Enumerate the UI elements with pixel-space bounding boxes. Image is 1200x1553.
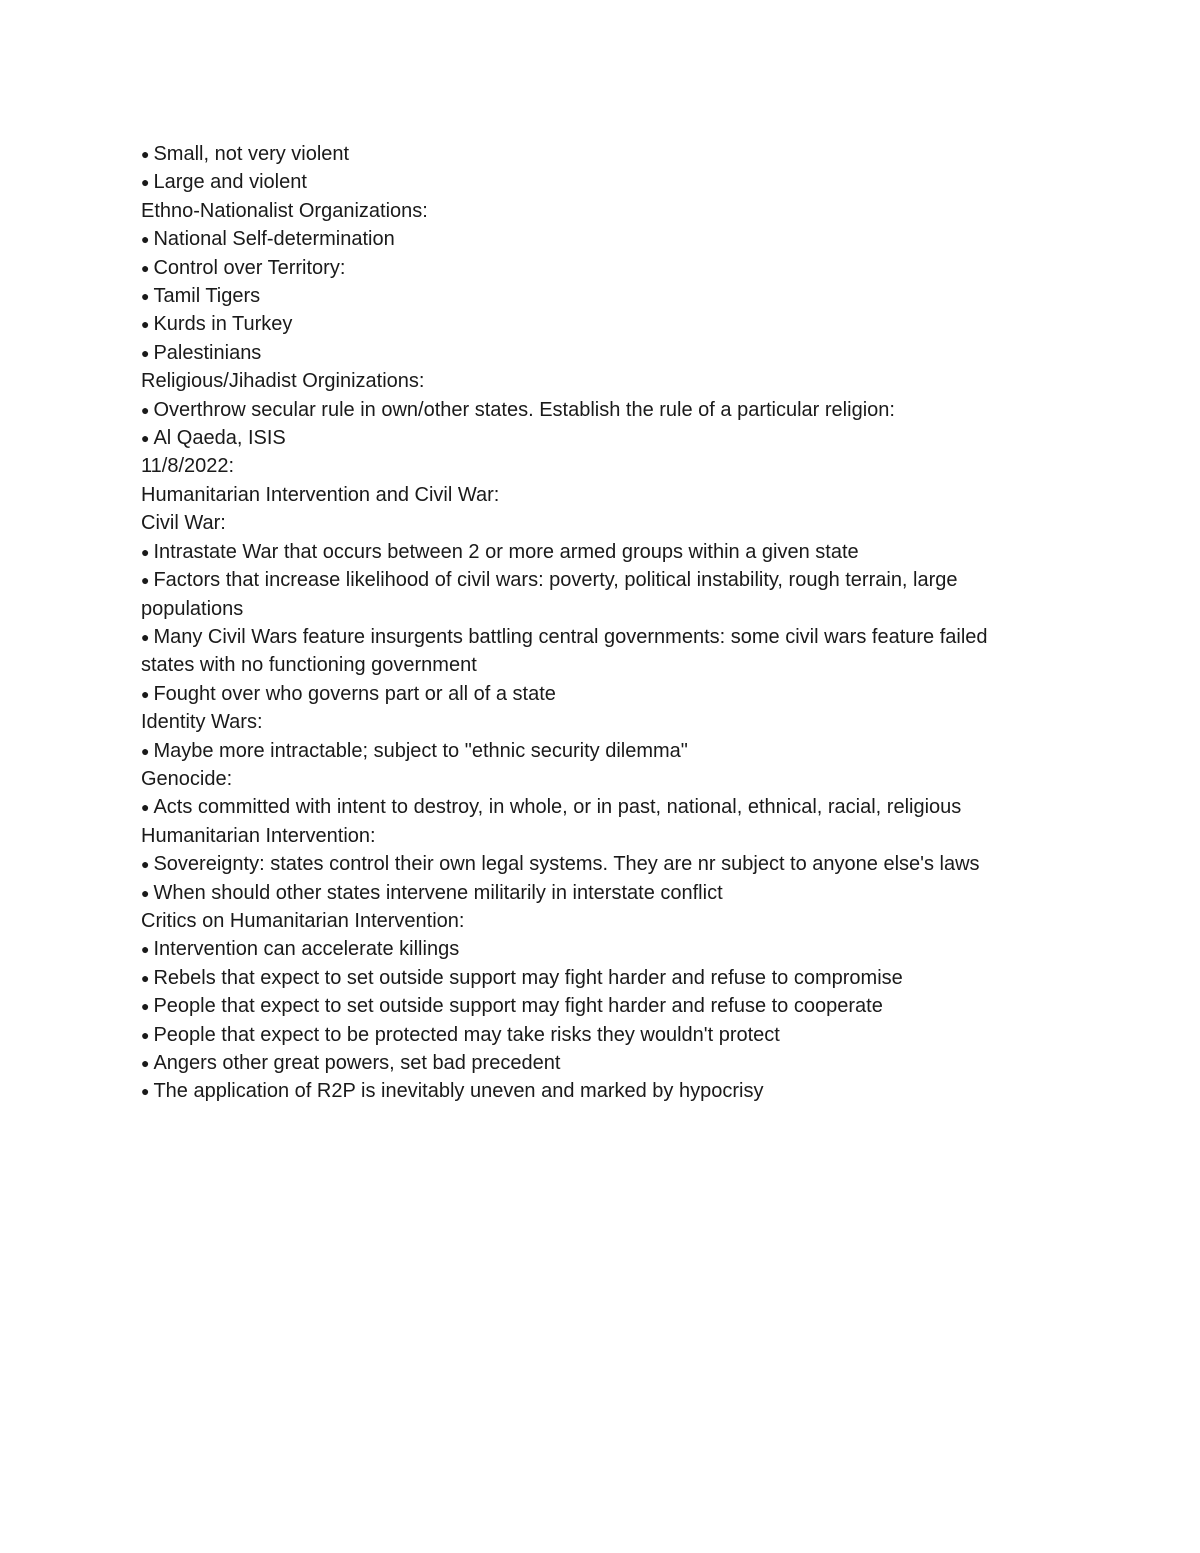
line-text: Palestinians — [153, 341, 262, 364]
bullet-icon: ● — [141, 259, 150, 276]
bullet-item — [141, 254, 1021, 282]
bullet-item — [141, 168, 1021, 196]
bullet-item — [141, 140, 1021, 168]
line-text: Factors that increase likelihood of civil wars: poverty, political instability, rough terrain, large populations — [141, 569, 958, 620]
line-text: National Self-determination — [153, 228, 395, 251]
bullet-item — [141, 680, 1021, 708]
line-text: Ethno-Nationalist Organizations: — [141, 199, 428, 222]
bullet-icon: ● — [141, 146, 150, 162]
section-heading — [141, 765, 1021, 793]
section-heading — [141, 367, 1021, 395]
bullet-item — [141, 793, 1021, 821]
line-text: People that expect to set outside support may fight harder and refuse to cooperate — [153, 995, 883, 1018]
bullet-item — [141, 566, 1021, 623]
bullet-item — [141, 992, 1021, 1020]
bullet-item — [141, 1077, 1021, 1105]
line-text: Critics on Humanitarian Intervention: — [141, 909, 465, 932]
bullet-icon: ● — [141, 628, 150, 645]
bullet-icon: ● — [141, 231, 150, 248]
section-heading — [141, 708, 1021, 736]
line-text: Angers other great powers, set bad precedent — [153, 1052, 561, 1074]
line-text: Genocide: — [141, 767, 233, 790]
bullet-item — [141, 339, 1021, 367]
line-text: Large and violent — [153, 171, 307, 194]
bullet-item — [141, 282, 1021, 310]
bullet-icon: ● — [141, 799, 150, 816]
line-text: Acts committed with intent to destroy, in whole, or in past, national, ethnical, racial, religious — [153, 796, 962, 819]
line-text: Control over Territory: — [153, 256, 346, 279]
line-text: 11/8/2022: — [141, 455, 235, 478]
bullet-item — [141, 623, 1021, 680]
bullet-icon: ● — [141, 884, 150, 901]
bullet-item — [141, 310, 1021, 338]
section-heading — [141, 481, 1021, 509]
bullet-icon: ● — [141, 685, 150, 702]
bullet-icon: ● — [141, 316, 150, 333]
bullet-icon: ● — [141, 856, 150, 873]
bullet-icon: ● — [141, 998, 150, 1015]
line-text: Many Civil Wars feature insurgents battling central governments: some civil wars feature failed states with no functioning government — [141, 625, 988, 677]
bullet-item — [141, 964, 1021, 992]
section-heading — [141, 197, 1021, 225]
document-body — [141, 140, 1021, 1106]
bullet-item — [141, 424, 1021, 452]
line-text: People that expect to be protected may take risks they wouldn't protect — [153, 1023, 780, 1046]
bullet-icon: ● — [141, 969, 150, 986]
section-heading — [141, 822, 1021, 850]
line-text: When should other states intervene militarily in interstate conflict — [153, 881, 723, 904]
line-text: Civil War: — [141, 512, 226, 535]
line-text: Fought over who governs part or all of a state — [153, 682, 556, 705]
section-heading — [141, 907, 1021, 935]
bullet-icon: ● — [141, 401, 150, 418]
line-text: Maybe more intractable; subject to "ethnic security dilemma" — [153, 739, 688, 762]
line-text: Humanitarian Intervention: — [141, 824, 376, 847]
bullet-icon: ● — [141, 430, 150, 447]
bullet-item — [141, 850, 1021, 878]
bullet-item — [141, 879, 1021, 907]
line-text: Identity Wars: — [141, 711, 263, 734]
section-heading — [141, 509, 1021, 537]
line-text: Humanitarian Intervention and Civil War: — [141, 483, 500, 506]
line-text: Overthrow secular rule in own/other states. Establish the rule of a particular religion: — [153, 398, 895, 421]
bullet-icon: ● — [141, 742, 150, 759]
bullet-icon: ● — [141, 1055, 150, 1071]
bullet-item — [141, 1021, 1021, 1049]
bullet-icon: ● — [141, 572, 150, 589]
bullet-icon: ● — [141, 174, 150, 191]
line-text: Al Qaeda, ISIS — [153, 427, 286, 450]
line-text: Rebels that expect to set outside support may fight harder and refuse to compromise — [153, 966, 903, 989]
bullet-item — [141, 538, 1021, 566]
line-text: Intervention can accelerate killings — [153, 938, 460, 961]
bullet-icon: ● — [141, 941, 150, 958]
line-text: The application of R2P is inevitably uneven and marked by hypocrisy — [153, 1080, 764, 1103]
bullet-item — [141, 396, 1021, 424]
bullet-icon: ● — [141, 543, 150, 560]
line-text: Sovereignty: states control their own legal systems. They are nr subject to anyone else's laws — [153, 853, 980, 876]
line-text: Religious/Jihadist Orginizations: — [141, 370, 425, 393]
line-text: Kurds in Turkey — [153, 313, 293, 336]
bullet-item — [141, 1049, 1021, 1077]
bullet-icon: ● — [141, 344, 150, 361]
line-text: Small, not very violent — [153, 143, 350, 165]
bullet-item — [141, 737, 1021, 765]
line-text: Tamil Tigers — [153, 285, 261, 308]
bullet-item — [141, 225, 1021, 253]
section-heading — [141, 452, 1021, 480]
bullet-icon: ● — [141, 288, 150, 305]
bullet-item — [141, 935, 1021, 963]
bullet-icon: ● — [141, 1026, 150, 1043]
bullet-icon: ● — [141, 1083, 150, 1100]
line-text: Intrastate War that occurs between 2 or more armed groups within a given state — [153, 540, 859, 563]
